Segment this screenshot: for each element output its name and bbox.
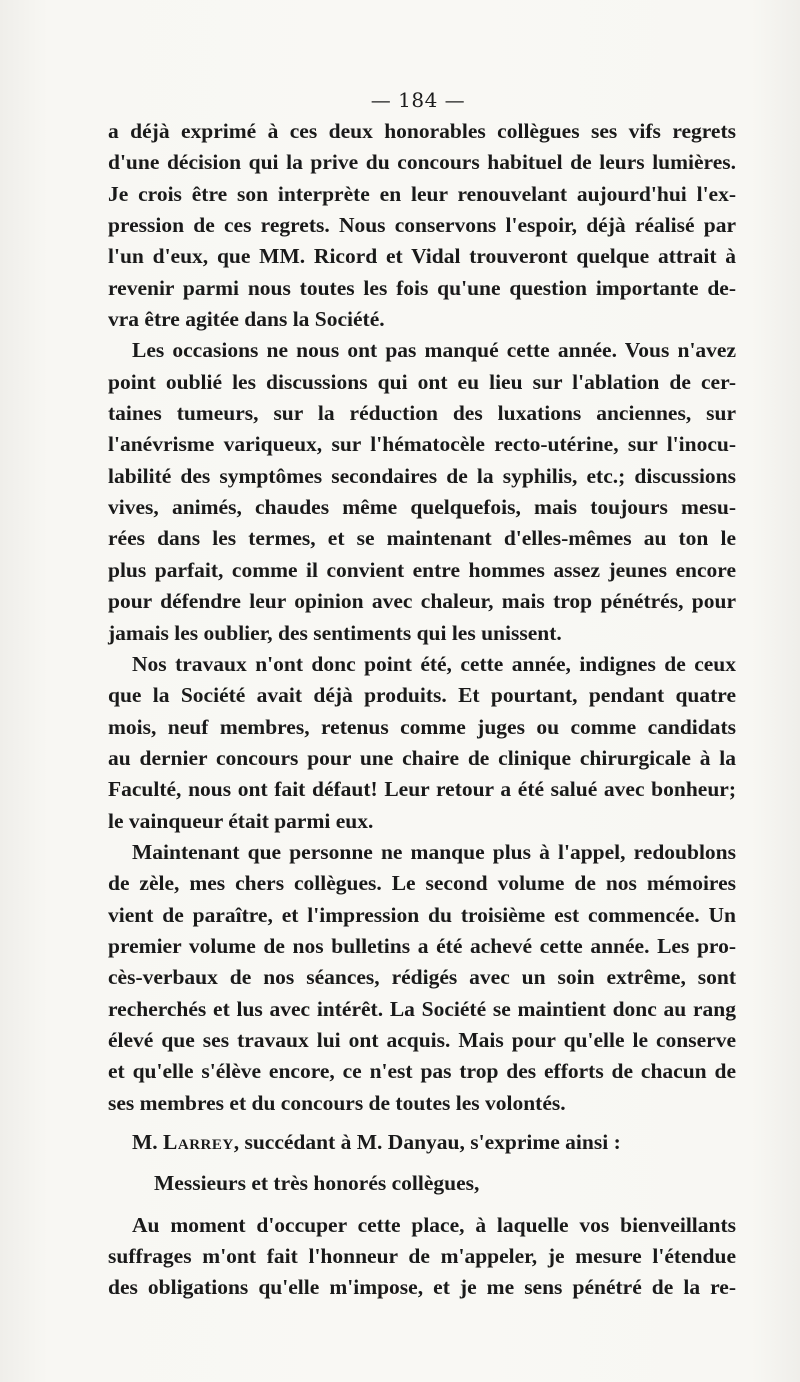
text-line: plus parfait, comme il convient entre hommes assez jeunes encore [108, 557, 736, 582]
text-line: ses membres et du concours de toutes les volontés. [108, 1090, 566, 1115]
text-line: et qu'elle s'élève encore, ce n'est pas trop des efforts de chacun de [108, 1059, 736, 1084]
text-line: vives, animés, chaudes même quelquefois, mais toujours mesu- [108, 495, 736, 520]
text-line: labilité des symptômes secondaires de la syphilis, etc.; discussions [108, 463, 736, 488]
text-line: Nos travaux n'ont donc point été, cette année, indignes de ceux [132, 651, 736, 676]
text-line: pour défendre leur opinion avec chaleur, mais trop pénétrés, pour [108, 589, 736, 614]
text-line: revenir parmi nous toutes les fois qu'une question importante de- [108, 275, 736, 300]
speaker-line [108, 1127, 736, 1158]
text-line: rées dans les termes, et se maintenant d'elles-mêmes au ton le [108, 526, 736, 551]
text-line: suffrages m'ont fait l'honneur de m'appeler, je mesure l'étendue [108, 1244, 736, 1269]
text-line: mois, neuf membres, retenus comme juges ou comme candidats [108, 714, 736, 739]
text-line: cès-verbaux de nos séances, rédigés avec un soin extrême, sont [108, 965, 736, 990]
text-line: d'une décision qui la prive du concours habituel de leurs lumières. [108, 150, 736, 175]
text-line: jamais les oublier, des sentiments qui les unissent. [108, 620, 562, 645]
text-line: a déjà exprimé à ces deux honorables collègues ses vifs regrets [108, 119, 736, 143]
text-line: pression de ces regrets. Nous conservons l'espoir, déjà réalisé par [108, 213, 736, 238]
text-line: des obligations qu'elle m'impose, et je me sens pénétré de la re- [108, 1275, 736, 1300]
salutation: Messieurs et très honorés collègues, [154, 1171, 480, 1196]
text-line: Les occasions ne nous ont pas manqué cette année. Vous n'avez [132, 338, 736, 363]
text-line: taines tumeurs, sur la réduction des luxations anciennes, sur [108, 401, 736, 426]
text-line: Maintenant que personne ne manque plus à l'appel, redoublons [132, 839, 736, 864]
body-text [108, 116, 736, 1304]
text-line: vra être agitée dans la Société. [108, 307, 385, 332]
speaker-name: Larrey [163, 1130, 234, 1154]
page-number: — 184 — [370, 88, 466, 112]
text-line: recherchés et lus avec intérêt. La Société se maintient donc au rang [108, 996, 736, 1021]
speaker-prefix: M. [132, 1130, 164, 1154]
text-line: Faculté, nous ont fait défaut! Leur retour a été salué avec bonheur; [108, 777, 736, 802]
speaker-suffix: , succédant à M. Danyau, s'exprime ainsi : [233, 1130, 621, 1154]
text-line: vient de paraître, et l'impression du troisième est commencée. Un [108, 902, 736, 927]
text-line: premier volume de nos bulletins a été achevé cette année. Les pro- [108, 933, 736, 958]
text-line: au dernier concours pour une chaire de clinique chirurgicale à la [108, 745, 736, 770]
text-line: de zèle, mes chers collègues. Le second volume de nos mémoires [108, 871, 736, 896]
text-line: l'anévrisme variqueux, sur l'hématocèle recto-utérine, sur l'inocu- [108, 432, 736, 457]
text-line: l'un d'eux, que MM. Ricord et Vidal trouveront quelque attrait à [108, 244, 736, 269]
text-line: que la Société avait déjà produits. Et pourtant, pendant quatre [108, 683, 736, 708]
text-line: élevé que ses travaux lui ont acquis. Mais pour qu'elle le conserve [108, 1027, 736, 1052]
text-line: Je crois être son interprète en leur renouvelant aujourd'hui l'ex- [108, 181, 736, 206]
text-line: le vainqueur était parmi eux. [108, 808, 374, 833]
text-line: Au moment d'occuper cette place, à laquelle vos bienveillants [132, 1212, 736, 1237]
text-line: point oublié les discussions qui ont eu lieu sur l'ablation de cer- [108, 369, 736, 394]
